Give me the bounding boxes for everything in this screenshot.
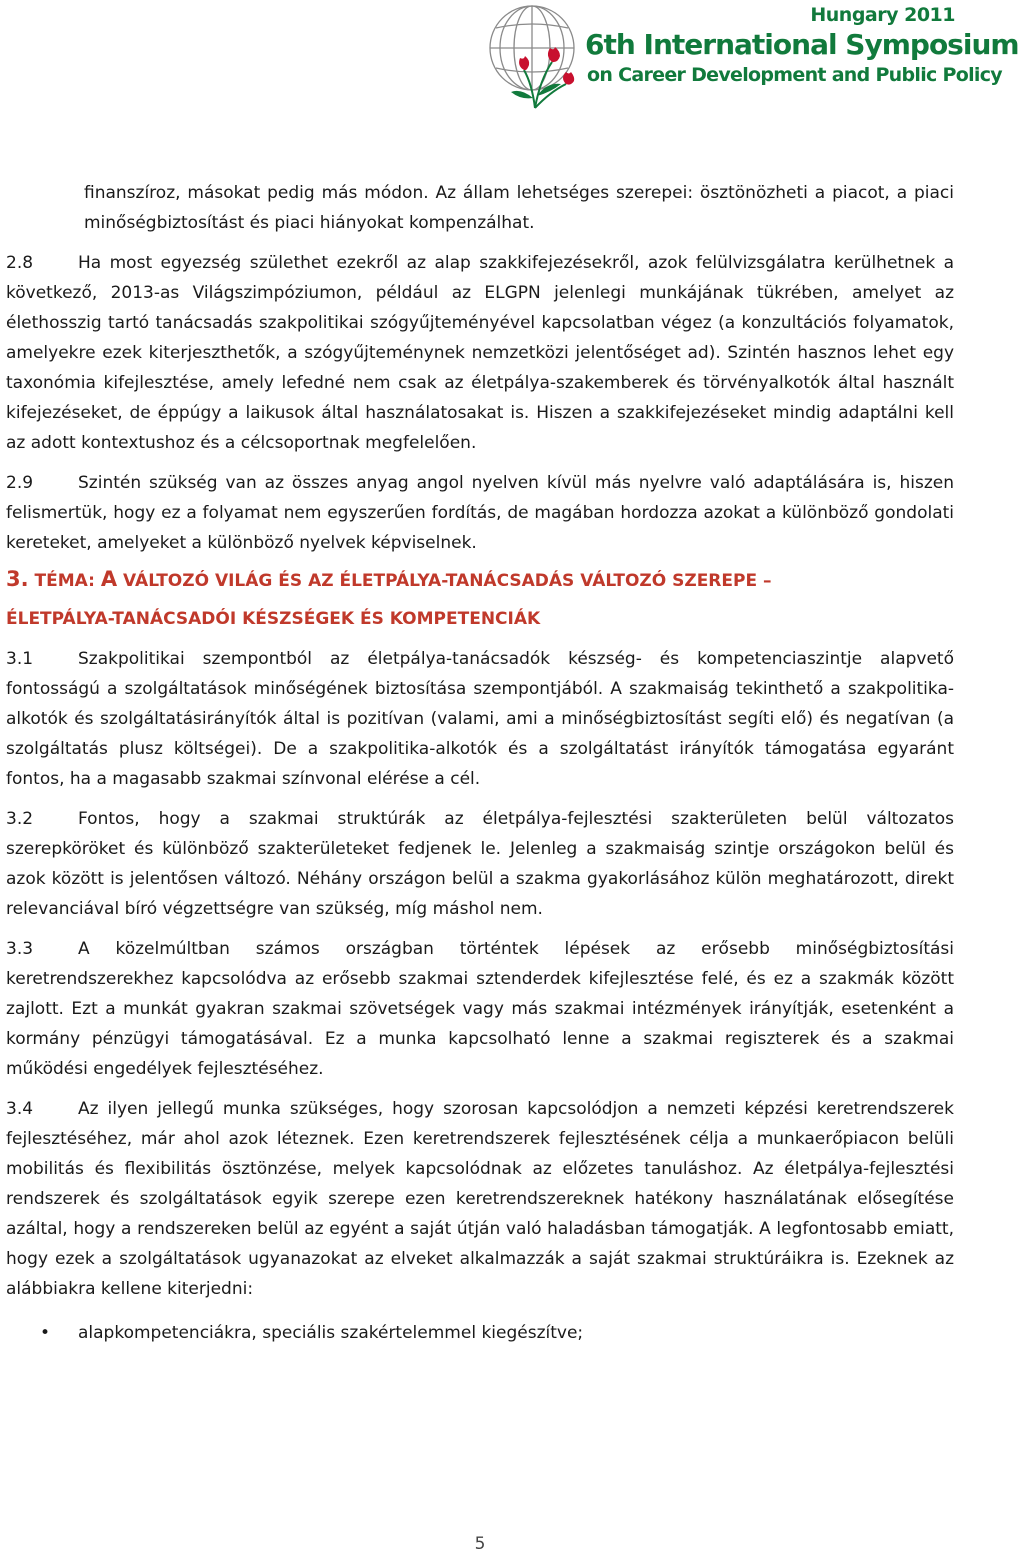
page-number: 5 (474, 1534, 486, 1554)
paragraph-text: A közelmúltban számos országban történtek lépések az erősebb minőségbiztosítási keretrendszerekhez kapcsolódva az erősebb szakmai sztenderdek kifejlesztése felé, és ez a szakmák között zajlott. Ezt a munkát gyakran szakmai szövetségek vagy más szakmai intézmények irányítják, esetenként a kormány pénzügyi támogatásával. Ez a munka kapcsolható lenne a szakmai regiszterek és a szakmai működési engedélyek fejlesztéséhez. (6, 939, 954, 1079)
paragraph-number: 2.8 (6, 253, 34, 273)
paragraph-2-9 (6, 468, 954, 558)
intro-paragraph: finanszíroz, másokat pedig más módon. Az állam lehetséges szerepei: ösztönözheti a piacot, a piaci minőségbiztosítást és piaci hiányokat kompenzálhat. (84, 183, 954, 233)
document-body (6, 178, 954, 1348)
section-heading-3 (6, 560, 954, 638)
bullet-icon: • (40, 1323, 51, 1343)
paragraph-2-8 (6, 248, 954, 458)
paragraph-text: Szintén szükség van az összes anyag angol nyelven kívül más nyelvre való adaptálására is, hiszen felismertük, hogy ez a folyamat nem egyszerűen fordítás, de magában hordozza azokat a különböző gondolati kereteket, amelyeket a különböző nyelvek képviselnek. (6, 473, 954, 553)
paragraph-number: 3.3 (6, 939, 34, 959)
paragraph-3-3 (6, 934, 954, 1084)
heading-initial: A (100, 567, 118, 591)
paragraph-text: Az ilyen jellegű munka szükséges, hogy szorosan kapcsolódjon a nemzeti képzési keretrendszerek fejlesztéséhez, már ahol azok léteznek. Ezen keretrendszerek fejlesztésének célja a munkaerőpiacon belüli mobilitás és flexibilitás ösztönzése, melyek kapcsolódnak az előzetes tanuláshoz. Az életpálya-fejlesztési rendszerek és szolgáltatások egyik szerepe ezen keretrendszereknek hatékony használatának elősegítése azáltal, hogy a rendszereken belül az egyént a saját útján való haladásban támogatják. A legfontosabb emiatt, hogy ezek a szolgáltatások ugyanazokat az elveket alkalmazzák a saját szakmai struktúráikra is. Ezeknek az alábbiakra kellene kiterjedni: (6, 1099, 954, 1299)
globe-with-tulips-icon (480, 0, 590, 110)
paragraph-text: Ha most egyezség születhet ezekről az alap szakkifejezésekről, azok felülvizsgálatra kerülhetnek a következő, 2013-as Világszimpóziumon, például az ELGPN jelenlegi munkájának tükrében, amelyet az élethosszig tartó tanácsadás szakpolitikai szógyűjteményével kapcsolatban végez (a konzultációs folyamatok, amelyekre ezek kiterjeszthetők, a szógyűjteménynek nemzetközi jelentőséget ad). Szintén hasznos lehet egy taxonómia kifejlesztése, amely lefedné nem csak az életpálya-szakemberek és törvényalkotók által használt kifejezéseket, de éppúgy a laikusok által használatosakat is. Hiszen a szakkifejezéseket mindig adaptálni kell az adott kontextushoz és a célcsoportnak megfelelően. (6, 253, 954, 453)
paragraph-number: 3.1 (6, 649, 34, 669)
paragraph-text: Fontos, hogy a szakmai struktúrák az életpálya-fejlesztési szakterületen belül változatos szerepköröket és különböző szakterületeket fedjenek le. Jelenleg a szakmaiság szintje országokon belül és azok között is jelentősen változó. Néhány országon belül a szakma gyakorlásához külön meghatározott, direkt relevanciával bíró végzettségre van szükség, míg máshol nem. (6, 809, 954, 919)
paragraph-number: 3.2 (6, 809, 34, 829)
heading-text: VÁLTOZÓ VILÁG ÉS AZ ÉLETPÁLYA-TANÁCSADÁS VÁLTOZÓ SZEREPE – (123, 571, 772, 591)
heading-label: TÉMA: (34, 571, 95, 591)
paragraph-3-4 (6, 1094, 954, 1304)
paragraph-number: 2.9 (6, 473, 34, 493)
paragraph-3-2 (6, 804, 954, 924)
list-item (6, 1318, 954, 1348)
logo-title: 6th International Symposium (585, 28, 1019, 61)
heading-number: 3. (6, 567, 29, 591)
heading-line-2: ÉLETPÁLYA-TANÁCSADÓI KÉSZSÉGEK ÉS KOMPETENCIÁK (6, 609, 541, 629)
paragraph-3-1 (6, 644, 954, 794)
symposium-logo (480, 0, 1019, 112)
list-item-text: alapkompetenciákra, speciális szakértelemmel kiegészítve; (78, 1323, 584, 1343)
paragraph-text: Szakpolitikai szempontból az életpálya-tanácsadók készség- és kompetenciaszintje alapvető fontosságú a szolgáltatások minőségének biztosítása szempontjából. A szakmaiság tekinthető a szakpolitika-alkotók és szolgáltatásirányítók által is pozitívan (valami, ami a minőségbiztosítást segíti elő) és negatívan (a szolgáltatás plusz költségei). De a szakpolitika-alkotók és a szolgáltatást irányítók támogatása egyaránt fontos, ha a magasabb szakmai színvonal elérése a cél. (6, 649, 954, 789)
logo-subtitle: on Career Development and Public Policy (587, 64, 1002, 86)
paragraph-number: 3.4 (6, 1099, 34, 1119)
logo-year: Hungary 2011 (810, 4, 955, 26)
